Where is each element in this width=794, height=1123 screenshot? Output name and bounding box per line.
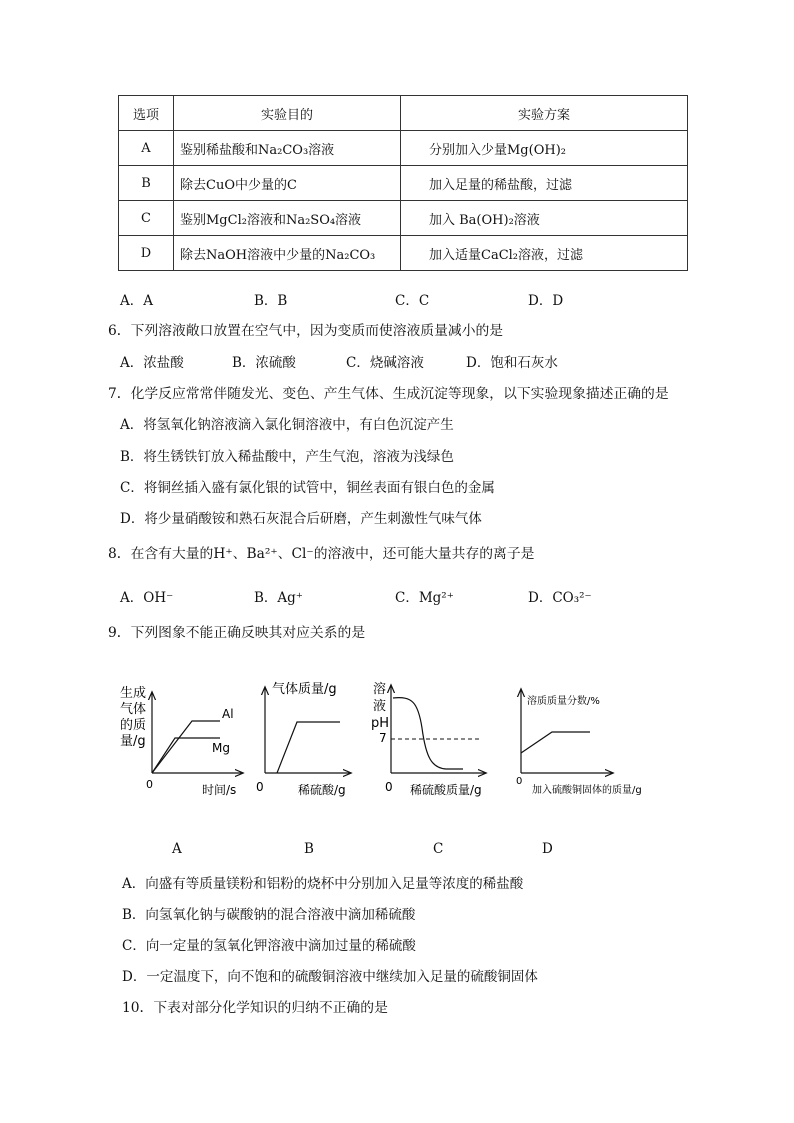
table-cell-option: D [119,236,174,271]
graph-a [120,685,242,797]
graph-c-ylabel-line: pH [371,716,390,731]
q6-option-d: D．饱和石灰水 [466,355,558,371]
table-header: 选项 [119,96,174,131]
q8-option-d: D．CO₃²⁻ [528,590,592,606]
q7-option-d: D．将少量硝酸铵和熟石灰混合后研磨，产生刺激性气味气体 [120,511,482,527]
q6-option-c: C．烧碱溶液 [346,355,424,371]
table-header-row [119,96,688,131]
graph-b-xlabel: 稀硫酸/g [298,783,346,797]
table-cell-purpose: 鉴别稀盐酸和Na₂CO₃溶液 [174,131,401,166]
table-row [119,131,688,166]
experiment-table [118,95,688,271]
graph-d-origin: 0 [516,776,523,787]
graph-a-xlabel: 时间/s [202,783,237,797]
table-row [119,201,688,236]
graph-b [256,681,350,797]
table-cell-plan: 加入足量的稀盐酸，过滤 [401,166,688,201]
q8-option-c: C．Mg²⁺ [395,590,454,606]
q8-option-b: B．Ag⁺ [254,590,303,606]
graph-a-series-mg: Mg [212,741,230,755]
table-header: 实验方案 [401,96,688,131]
q5-option-c: C．C [395,293,430,309]
q5-option-d: D．D [528,293,564,309]
table-cell-option: B [119,166,174,201]
q5-option-b: B．B [254,293,288,309]
table-cell-plan: 加入适量CaCl₂溶液，过滤 [401,236,688,271]
q6-stem: 6．下列溶液敞口放置在空气中，因为变质而使溶液质量减小的是 [108,323,504,339]
graph-a-origin: 0 [146,778,153,791]
graph-c-ylabel-line: 溶 [373,682,387,697]
table-row [119,166,688,201]
table-cell-plan: 分别加入少量Mg(OH)₂ [401,131,688,166]
q6-option-b: B．浓硫酸 [232,355,296,371]
graph-d-ylabel: 溶质质量分数/% [527,696,600,707]
graph-a-ylabel-line: 量/g [120,734,146,749]
graph-a-series-al: Al [222,707,234,721]
table-cell-purpose: 除去CuO中少量的C [174,166,401,201]
q10-stem: 10．下表对部分化学知识的归纳不正确的是 [122,1000,388,1016]
graph-b-line [277,722,340,773]
q9-option-c: C．向一定量的氢氧化钾溶液中滴加过量的稀硫酸 [122,938,416,954]
graph-c-xlabel: 稀硫酸质量/g [410,783,482,797]
graph-c-tick-7: 7 [379,731,387,745]
graph-b-origin: 0 [256,780,264,794]
graph-a-ylabel-line: 的质 [120,718,147,733]
q6-option-a: A．浓盐酸 [120,355,184,371]
q9-option-a: A．向盛有等质量镁粉和铝粉的烧杯中分别加入足量等浓度的稀盐酸 [122,876,524,892]
table-cell-purpose: 鉴别MgCl₂溶液和Na₂SO₄溶液 [174,201,401,236]
q7-option-a: A．将氢氧化钠溶液滴入氯化铜溶液中，有白色沉淀产生 [120,417,454,433]
graph-c-curve [393,698,463,769]
graph-a-al-line [152,721,220,773]
graph-a-ylabel-line: 气体 [120,702,147,717]
table-cell-purpose: 除去NaOH溶液中少量的Na₂CO₃ [174,236,401,271]
q9-graph-letter-c: C [433,841,444,857]
q9-graphs [0,660,794,810]
q8-stem: 8．在含有大量的H⁺、Ba²⁺、Cl⁻的溶液中，还可能大量共存的离子是 [108,546,535,562]
q9-graph-letter-b: B [304,841,314,857]
table-cell-option: A [119,131,174,166]
graph-c-origin: 0 [385,780,393,794]
q7-stem: 7．化学反应常常伴随发光、变色、产生气体、生成沉淀等现象，以下实验现象描述正确的是 [108,386,669,402]
graph-c-ylabel-line: 液 [373,699,387,714]
table-cell-option: C [119,201,174,236]
graph-d [516,690,642,796]
q9-graph-letter-d: D [542,841,553,857]
table-row [119,236,688,271]
graph-d-line [521,732,590,753]
q7-option-c: C．将铜丝插入盛有氯化银的试管中，铜丝表面有银白色的金属 [120,480,495,496]
graph-b-ylabel: 气体质量/g [272,682,337,697]
q9-option-d: D．一定温度下，向不饱和的硫酸铜溶液中继续加入足量的硫酸铜固体 [122,969,538,985]
q9-option-b: B．向氢氧化钠与碳酸钠的混合溶液中滴加稀硫酸 [122,907,416,923]
q7-option-b: B．将生锈铁钉放入稀盐酸中，产生气泡，溶液为浅绿色 [120,449,454,465]
graph-a-mg-line [152,738,220,773]
graph-c [371,681,485,797]
q9-stem: 9．下列图象不能正确反映其对应关系的是 [108,625,366,641]
q5-option-a: A．A [120,293,153,309]
q8-option-a: A．OH⁻ [120,590,174,606]
table-header: 实验目的 [174,96,401,131]
graph-a-ylabel-line: 生成 [120,686,147,701]
graph-d-xlabel: 加入硫酸铜固体的质量/g [532,785,642,796]
table-cell-plan: 加入 Ba(OH)₂溶液 [401,201,688,236]
q9-graph-letter-a: A [172,841,182,857]
